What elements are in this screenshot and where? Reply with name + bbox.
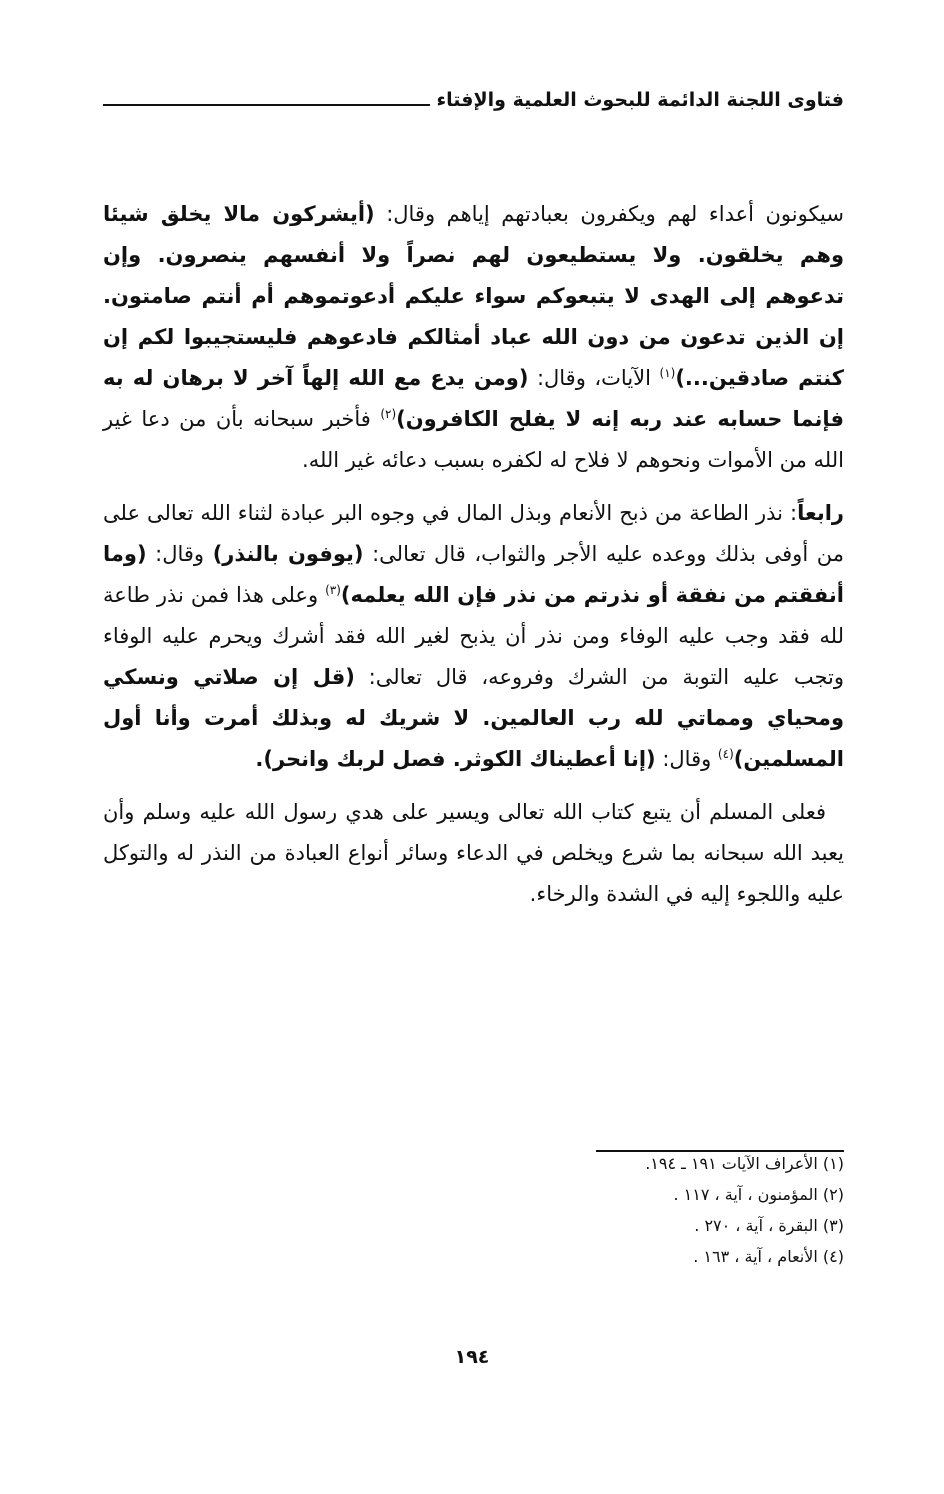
footnote-ref: (٢)	[380, 407, 397, 421]
section-lead: رابعاً	[797, 501, 844, 525]
text-run: الآيات، وقال:	[528, 366, 660, 390]
footnote-ref: (٤)	[717, 747, 734, 761]
quran-quote: (وما أنفقتم من نفقة أو نذرتم من نذر فإن الله يعلمه)	[103, 542, 844, 607]
quran-quote: (يوفون بالنذر)	[212, 542, 364, 566]
footnote: (٣) البقرة ، آية ، ٢٧٠ .	[694, 1216, 844, 1235]
paragraph-2	[103, 493, 844, 780]
footnotes	[404, 1148, 844, 1272]
body-text	[103, 194, 844, 927]
paragraph-1	[103, 194, 844, 481]
text-run: وعلى هذا فمن نذر طاعة لله فقد وجب عليه الوفاء ومن نذر أن يذبح لغير الله فقد أشرك ويحرم عليه الوفاء وتجب عليه التوبة من الشرك وفروعه، قال تعالى:	[103, 583, 844, 689]
text-run: فأخبر سبحانه بأن من دعا غير الله من الأموات ونحوهم لا فلاح له لكفره بسبب دعائه غير الله.	[103, 407, 844, 472]
text-run: سيكونون أعداء لهم ويكفرون بعبادتهم إياهم وقال:	[374, 202, 844, 226]
text-run: وقال:	[655, 747, 718, 771]
quran-quote: (قل إن صلاتي ونسكي ومحياي ومماتي لله رب العالمين. لا شريك له وبذلك أمرت وأنا أول المسلمين)	[103, 665, 844, 771]
footnote-ref: (٣)	[325, 583, 341, 597]
quran-quote: (أيشركون مالا يخلق شيئا وهم يخلقون. ولا يستطيعون لهم نصراً ولا أنفسهم ينصرون. وإن تدعوهم إلى الهدى لا يتبعوكم سواء عليكم أدعوتموهم أم أنتم صامتون. إن الذين تدعون من دون الله عباد أمثالكم فادعوهم فليستجيبوا لكم إن كنتم صادقين...)	[103, 202, 845, 390]
quran-quote: (ومن يدع مع الله إلهاً آخر لا برهان له به فإنما حسابه عند ربه إنه لا يفلح الكافرون)	[103, 366, 844, 431]
page-number: ١٩٤	[454, 1346, 490, 1368]
footnote-ref: (١)	[659, 366, 676, 380]
paragraph-3: فعلى المسلم أن يتبع كتاب الله تعالى ويسير على هدي رسول الله عليه وسلم وأن يعبد الله سبحانه بما شرع ويخلص في الدعاء وسائر أنواع العبادة من النذر له والتوكل عليه واللجوء إليه في الشدة والرخاء.	[103, 800, 844, 906]
footnote: (١) الأعراف الآيات ١٩١ ـ ١٩٤.	[645, 1154, 844, 1173]
footnote: (٤) الأنعام ، آية ، ١٦٣ .	[693, 1247, 844, 1266]
footnote: (٢) المؤمنون ، آية ، ١١٧ .	[673, 1185, 844, 1204]
quran-quote: (إنا أعطيناك الكوثر. فصل لربك وانحر).	[255, 747, 656, 771]
text-run: : نذر الطاعة من ذبح الأنعام وبذل المال في وجوه البر عبادة لثناء الله تعالى على من أوفى بذلك ووعده عليه الأجر والثواب، قال تعالى:	[103, 501, 844, 566]
running-header-title: فتاوى اللجنة الدائمة للبحوث العلمية والإفتاء	[430, 86, 844, 114]
text-run: وقال:	[146, 542, 213, 566]
